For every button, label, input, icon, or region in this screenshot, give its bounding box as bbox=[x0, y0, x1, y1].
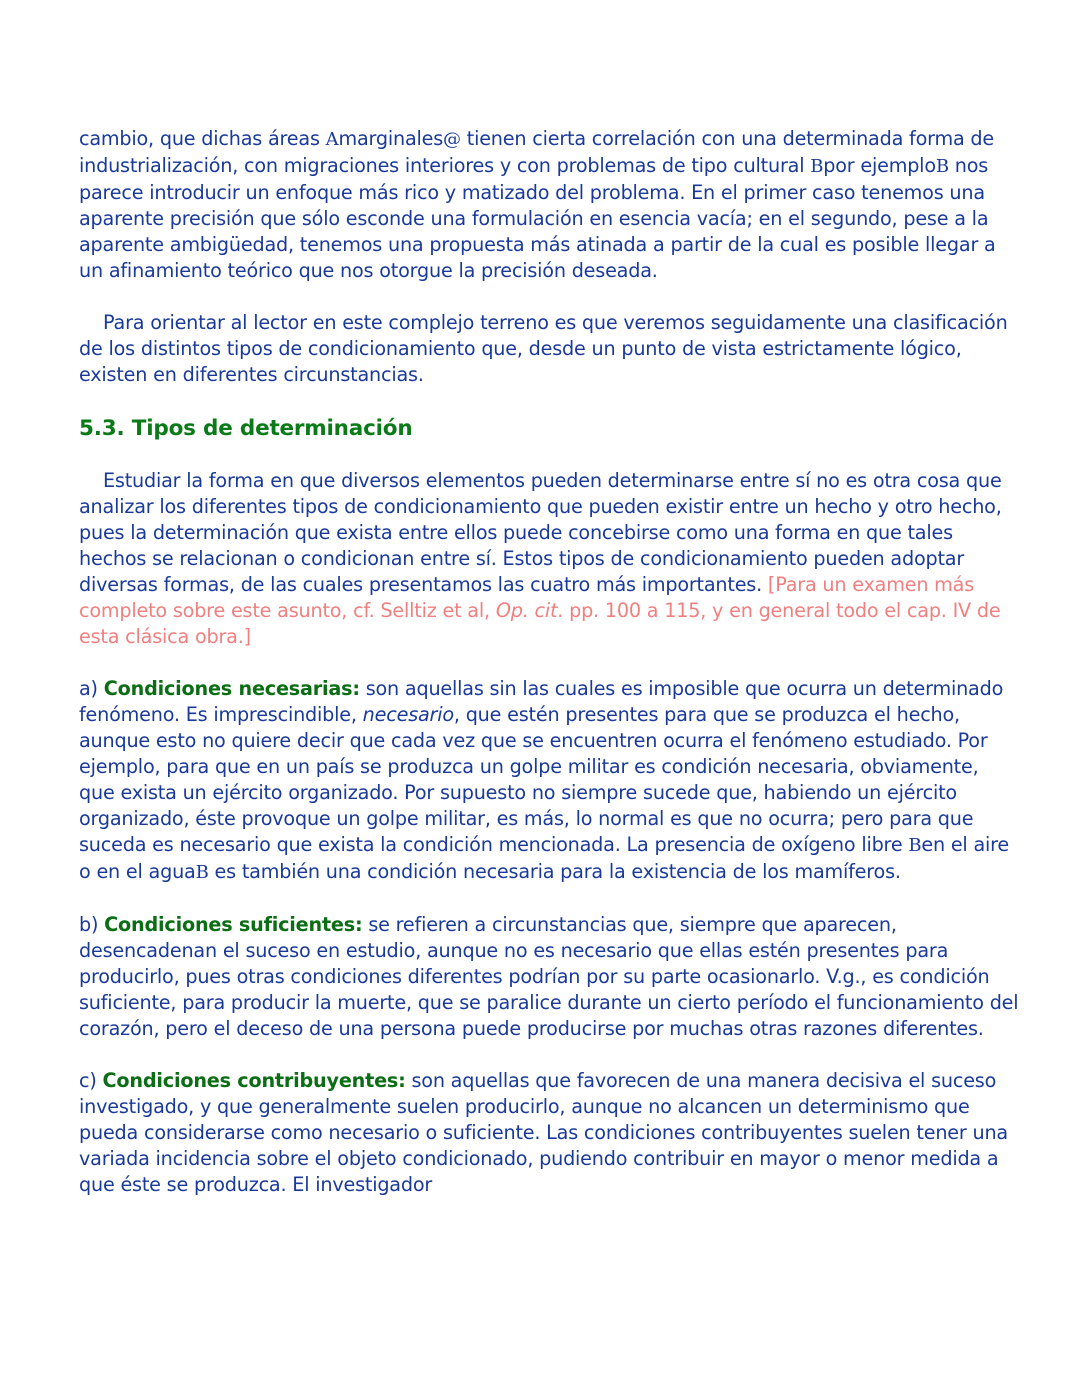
item-a-serif-a: B bbox=[908, 835, 922, 856]
item-a-text-a: son aquellas sin las cuales es imposible que ocurra un determinado fenómeno. Es imprescindible, bbox=[79, 677, 1004, 726]
paragraph-1-serif-c: B bbox=[810, 156, 824, 177]
item-a-italic: necesario bbox=[362, 703, 454, 726]
item-a-text-c: en el aire o en el agua bbox=[79, 833, 1010, 883]
footnote-text-b: . pp. 100 a 115, y en general todo el cap. IV de esta clásica obra.] bbox=[79, 599, 1001, 648]
item-a bbox=[79, 676, 1019, 886]
footnote-text-a: [Para un examen más completo sobre este asunto, cf. Selltiz et al, bbox=[79, 573, 975, 622]
section-heading: 5.3. Tipos de determinación bbox=[79, 416, 413, 441]
paragraph-3 bbox=[79, 468, 1019, 650]
paragraph-1-serif-b: @ bbox=[443, 129, 461, 150]
paragraph-1-text-a: cambio, que dichas áreas bbox=[79, 127, 326, 150]
paragraph-1 bbox=[79, 126, 1019, 284]
item-a-text-b: , que estén presentes para que se produzca el hecho, aunque esto no quiere decir que cada vez que se encuentren ocurra el fenómeno estudiado. Por ejemplo, para que en un país se produzca un golpe militar es condición necesaria, obviamente, que exista un ejército organizado. Por supuesto no siempre sucede que, habiendo un ejército organizado, éste provoque un golpe militar, es más, lo normal es que no ocurra; pero para que suceda es necesario que exista la condición mencionada. La presencia de oxígeno libre bbox=[79, 703, 988, 856]
item-c-label: c) bbox=[79, 1069, 103, 1092]
item-b-term: Condiciones suficientes: bbox=[104, 913, 363, 936]
item-b-text: se refieren a circunstancias que, siempre que aparecen, desencadenan el suceso en estudio, aunque no es necesario que ellas estén presentes para producirlo, pues otras condiciones diferentes podrían por su parte ocasionarlo. V.g., es condición suficiente, para producir la muerte, que se paralice durante un cierto período el funcionamiento del corazón, pero el deceso de una persona puede producirse por muchas otras razones diferentes. bbox=[79, 913, 1019, 1040]
paragraph-1-text-e: nos parece introducir un enfoque más rico y matizado del problema. En el primer caso tenemos una aparente precisión que sólo esconde una formulación en esencia vacía; en el segundo, pese a la aparente ambigüedad, tenemos una propuesta más atinada a partir de la cual es posible llegar a un afinamiento teórico que nos otorgue la precisión deseada. bbox=[79, 154, 996, 282]
item-a-serif-b: B bbox=[195, 862, 209, 883]
item-c bbox=[79, 1068, 1019, 1198]
paragraph-1-serif-a: A bbox=[325, 129, 339, 150]
paragraph-1-text-d: por ejemplo bbox=[823, 154, 936, 177]
paragraph-1-serif-d: B bbox=[935, 156, 949, 177]
item-a-label: a) bbox=[79, 677, 104, 700]
document-page bbox=[79, 126, 1019, 1224]
item-c-term: Condiciones contribuyentes: bbox=[102, 1069, 406, 1092]
paragraph-2: Para orientar al lector en este complejo terreno es que veremos seguidamente una clasificación de los distintos tipos de condicionamiento que, desde un punto de vista estrictamente lógico, existen en diferentes circunstancias. bbox=[79, 311, 1008, 386]
item-a-term: Condiciones necesarias: bbox=[103, 677, 360, 700]
item-b bbox=[79, 912, 1019, 1042]
paragraph-1-text-b: marginales bbox=[338, 127, 444, 150]
footnote-italic: Op. cit bbox=[495, 599, 558, 622]
item-a-text-d: es también una condición necesaria para la existencia de los mamíferos. bbox=[208, 860, 901, 883]
paragraph-3-text: Estudiar la forma en que diversos elementos pueden determinarse entre sí no es otra cosa que analizar los diferentes tipos de condicionamiento que pueden existir entre un hecho y otro hecho, pues la determinación que exista entre ellos puede concebirse como una forma en que tales hechos se relacionan o condicionan entre sí. Estos tipos de condicionamiento pueden adoptar diversas formas, de las cuales presentamos las cuatro más importantes. bbox=[79, 469, 1002, 596]
paragraph-1-text-c: tienen cierta correlación con una determinada forma de industrialización, con migraciones interiores y con problemas de tipo cultural bbox=[79, 127, 995, 177]
item-b-label: b) bbox=[79, 913, 105, 936]
item-c-text: son aquellas que favorecen de una manera decisiva el suceso investigado, y que generalmente suelen producirlo, aunque no alcancen un determinismo que pueda considerarse como necesario o suficiente. Las condiciones contribuyentes suelen tener una variada incidencia sobre el objeto condicionado, pudiendo contribuir en mayor o menor medida a que éste se produzca. El investigador bbox=[79, 1069, 1008, 1196]
